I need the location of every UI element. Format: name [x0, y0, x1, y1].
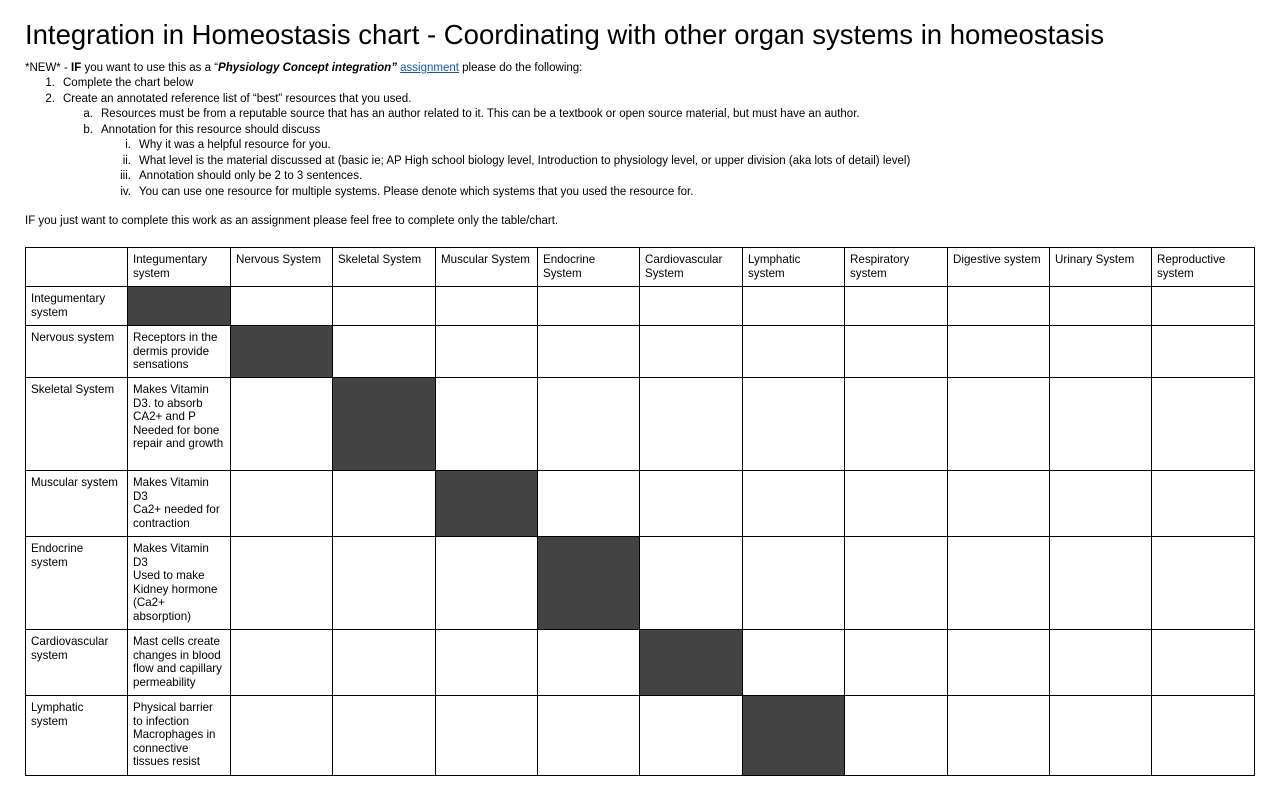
table-cell[interactable]: Mast cells create changes in blood flow and capillary permeability — [128, 630, 231, 696]
table-cell[interactable] — [231, 287, 333, 326]
table-cell[interactable] — [845, 696, 948, 776]
table-cell[interactable] — [333, 287, 436, 326]
concept-name: Physiology Concept integration” — [218, 62, 397, 74]
assignment-note: IF you just want to complete this work as an assignment please feel free to complete only the table/chart. — [25, 215, 559, 227]
shaded-cell — [231, 326, 333, 378]
column-header: Urinary System — [1050, 248, 1152, 287]
shaded-cell — [436, 471, 538, 537]
table-cell[interactable] — [1152, 326, 1255, 378]
table-cell[interactable] — [1050, 378, 1152, 471]
steps-list — [45, 76, 412, 107]
table-cell[interactable] — [1050, 696, 1152, 776]
page-title: Integration in Homeostasis chart - Coordinating with other organ systems in homeostasis — [25, 19, 1105, 50]
table-cell[interactable] — [436, 287, 538, 326]
table-cell[interactable] — [948, 378, 1050, 471]
homeostasis-table — [25, 247, 1255, 776]
table-cell[interactable] — [1152, 378, 1255, 471]
table-cell[interactable] — [743, 287, 845, 326]
column-header: Lymphatic system — [743, 248, 845, 287]
table-cell[interactable] — [538, 287, 640, 326]
list-item: 1. Complete the chart below — [45, 77, 194, 89]
table-cell[interactable]: Physical barrier to infection Macrophages in connective tissues resist — [128, 696, 231, 776]
table-cell[interactable] — [743, 630, 845, 696]
table-cell[interactable] — [845, 537, 948, 630]
table-cell[interactable] — [538, 378, 640, 471]
row-header: Nervous system — [26, 326, 128, 378]
table-cell[interactable]: Receptors in the dermis provide sensations — [128, 326, 231, 378]
list-item: iii. Annotation should only be 2 to 3 sentences. — [120, 170, 363, 182]
table-cell[interactable] — [640, 537, 743, 630]
table-cell[interactable] — [948, 630, 1050, 696]
column-header: Skeletal System — [333, 248, 436, 287]
table-cell[interactable] — [640, 696, 743, 776]
table-cell[interactable] — [538, 630, 640, 696]
list-item: b. Annotation for this resource should discuss — [83, 123, 321, 136]
new-tag: *NEW* — [25, 62, 61, 74]
table-cell[interactable] — [1050, 326, 1152, 378]
table-cell[interactable] — [1050, 537, 1152, 630]
column-header: Cardiovascular System — [640, 248, 743, 287]
table-cell[interactable] — [743, 326, 845, 378]
table-cell[interactable] — [1152, 630, 1255, 696]
row-header: Muscular system — [26, 471, 128, 537]
table-cell[interactable] — [743, 471, 845, 537]
list-item: a. Resources must be from a reputable source that has an author related to it. This can be a textbook or open source material, but must have an author. — [83, 108, 860, 120]
table-cell[interactable] — [333, 630, 436, 696]
table-cell[interactable] — [1050, 630, 1152, 696]
column-header: Integumentary system — [128, 248, 231, 287]
list-item: iv. You can use one resource for multiple systems. Please denote which systems that you used the resource for. — [120, 185, 694, 198]
table-cell[interactable] — [845, 471, 948, 537]
table-row — [26, 696, 1255, 776]
intro-if: IF — [71, 62, 82, 74]
table-cell[interactable] — [640, 378, 743, 471]
column-header: Respiratory system — [845, 248, 948, 287]
table-row — [26, 326, 1255, 378]
table-row — [26, 471, 1255, 537]
table-cell[interactable] — [743, 378, 845, 471]
table-cell[interactable]: Makes Vitamin D3 Ca2+ needed for contraction — [128, 471, 231, 537]
table-cell[interactable] — [845, 630, 948, 696]
table-cell[interactable] — [436, 326, 538, 378]
table-row — [26, 537, 1255, 630]
table-cell[interactable] — [845, 287, 948, 326]
table-cell[interactable] — [948, 537, 1050, 630]
list-item: ii. What level is the material discussed at (basic ie; AP High school biology level, Introduction to physiology level, or upper division (aka lots of detail) level) — [122, 154, 911, 167]
list-item: i. Why it was a helpful resource for you. — [125, 139, 331, 151]
table-cell[interactable]: Makes Vitamin D3. to absorb CA2+ and P Needed for bone repair and growth — [128, 378, 231, 471]
table-cell[interactable] — [436, 630, 538, 696]
column-header: Muscular System — [436, 248, 538, 287]
table-cell[interactable] — [333, 696, 436, 776]
table-cell[interactable] — [640, 471, 743, 537]
assignment-link[interactable]: assignment — [400, 62, 459, 74]
shaded-cell — [640, 630, 743, 696]
shaded-cell — [743, 696, 845, 776]
table-cell[interactable] — [845, 378, 948, 471]
table-cell[interactable] — [845, 326, 948, 378]
shaded-cell — [333, 378, 436, 471]
table-cell[interactable] — [1050, 287, 1152, 326]
table-cell[interactable] — [231, 378, 333, 471]
row-header: Lymphatic system — [26, 696, 128, 776]
table-cell[interactable] — [231, 630, 333, 696]
row-header: Endocrine system — [26, 537, 128, 630]
table-corner-cell — [26, 248, 128, 287]
table-cell[interactable] — [333, 471, 436, 537]
table-row — [26, 378, 1255, 471]
intro-dash: - — [60, 62, 72, 74]
substeps-list — [83, 107, 860, 138]
table-row — [26, 287, 1255, 326]
subsubsteps-list — [120, 138, 911, 200]
intro-text-2: please do the following: — [458, 62, 583, 74]
table-cell[interactable] — [231, 696, 333, 776]
list-item: 2. Create an annotated reference list of “best” resources that you used. — [45, 92, 412, 105]
table-header-row — [26, 248, 1255, 287]
row-header: Cardiovascular system — [26, 630, 128, 696]
table-cell[interactable] — [948, 326, 1050, 378]
table-cell[interactable] — [538, 471, 640, 537]
intro-text-1: you want to use this as a “ — [81, 62, 219, 74]
table-cell[interactable] — [1152, 287, 1255, 326]
table-cell[interactable] — [640, 326, 743, 378]
table-cell[interactable] — [436, 537, 538, 630]
column-header: Nervous System — [231, 248, 333, 287]
column-header: Digestive system — [948, 248, 1050, 287]
table-cell[interactable] — [640, 287, 743, 326]
row-header: Integumentary system — [26, 287, 128, 326]
column-header: Endocrine System — [538, 248, 640, 287]
table-cell[interactable] — [743, 537, 845, 630]
shaded-cell — [128, 287, 231, 326]
table-cell[interactable] — [333, 537, 436, 630]
table-cell[interactable] — [538, 696, 640, 776]
table-cell[interactable] — [436, 378, 538, 471]
table-cell[interactable] — [333, 326, 436, 378]
intro-paragraph — [25, 61, 582, 77]
table-cell[interactable]: Makes Vitamin D3 Used to make Kidney hormone (Ca2+ absorption) — [128, 537, 231, 630]
table-cell[interactable] — [1152, 537, 1255, 630]
table-cell[interactable] — [1152, 696, 1255, 776]
row-header: Skeletal System — [26, 378, 128, 471]
column-header: Reproductive system — [1152, 248, 1255, 287]
table-cell[interactable] — [948, 287, 1050, 326]
table-cell[interactable] — [231, 471, 333, 537]
table-row — [26, 630, 1255, 696]
table-cell[interactable] — [1050, 471, 1152, 537]
table-cell[interactable] — [948, 696, 1050, 776]
table-cell[interactable] — [538, 326, 640, 378]
table-cell[interactable] — [436, 696, 538, 776]
table-cell[interactable] — [1152, 471, 1255, 537]
table-cell[interactable] — [948, 471, 1050, 537]
shaded-cell — [538, 537, 640, 630]
table-cell[interactable] — [231, 537, 333, 630]
